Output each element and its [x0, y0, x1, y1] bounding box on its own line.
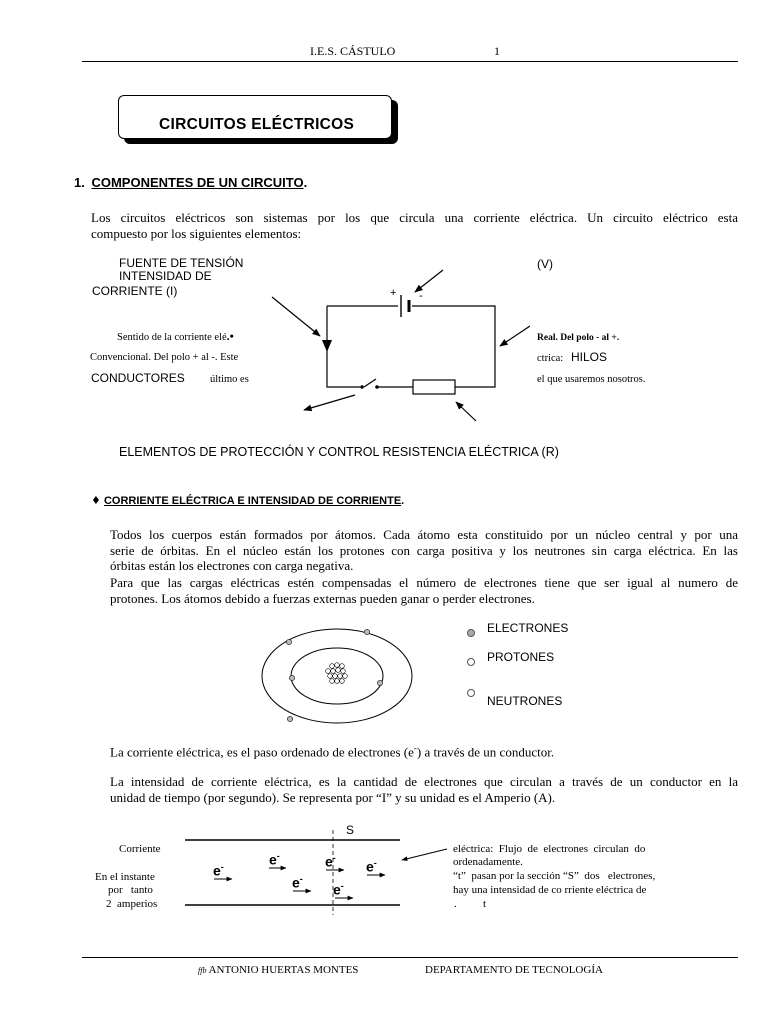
- section1-intro-line2: compuesto por los siguientes elementos:: [91, 226, 302, 241]
- flow-right-line1: eléctrica: Flujo de electrones circulan do: [453, 843, 646, 855]
- left-text-conductores: CONDUCTORES: [91, 371, 185, 385]
- header-page-number: 1: [494, 44, 500, 58]
- footer-department: DEPARTAMENTO DE TECNOLOGÍA: [425, 964, 603, 976]
- electron-2-sup: -: [276, 851, 280, 861]
- label-fuente-tension: FUENTE DE TENSIÓN: [119, 256, 244, 270]
- flow-left-tanto: por tanto: [108, 884, 153, 896]
- electron-3-e: e: [325, 853, 333, 870]
- electron-2: [269, 851, 280, 868]
- electron-legend-icon: [467, 629, 475, 637]
- flow-left-amperios: 2 amperios: [106, 898, 158, 910]
- electron-1-sup: -: [220, 862, 224, 872]
- para1-line1: Todos los cuerpos están formados por átomos. Cada átomo esta constituido por un núcleo central y por una: [110, 527, 738, 542]
- wire-left: [327, 306, 360, 387]
- para4-line2: unidad de tiempo (por segundo). Se representa por “I” y su unidad es el Amperio (A).: [110, 790, 556, 805]
- pointer-arrow: [402, 849, 447, 860]
- battery-plus: +: [390, 287, 397, 299]
- section1-intro-line1: Los circuitos eléctricos son sistemas por los que circula una corriente eléctrica. Un circuito eléctrico esta: [91, 210, 738, 225]
- wire-top-right: [412, 306, 495, 387]
- electron-1: [213, 862, 224, 879]
- arrow-to-conductor: [272, 297, 320, 336]
- left-text-line1: [117, 330, 234, 344]
- flow-left-instante: En el instante: [95, 871, 155, 883]
- para2-line1: Para que las cargas eléctricas estén compensadas el número de electrones tiene que ser igual al numero de: [110, 575, 738, 590]
- switch-contact-right: [375, 385, 379, 389]
- page-title: CIRCUITOS ELÉCTRICOS: [159, 116, 355, 133]
- legend-protones: PROTONES: [487, 650, 555, 664]
- battery-minus: -: [419, 290, 423, 302]
- footer-rule: [82, 957, 738, 958]
- para3-b: ) a través de un conductor.: [416, 744, 555, 760]
- label-v: (V): [537, 257, 553, 271]
- electron-6-sup: -: [340, 881, 344, 891]
- switch-contact-left: [360, 385, 364, 389]
- header-school: I.E.S. CÁSTULO: [310, 44, 396, 58]
- left-text-dot: .•: [226, 329, 234, 343]
- electron-3: [325, 853, 336, 870]
- right-text-line1: Real. Del polo - al +.: [537, 333, 620, 343]
- electron-1-e: e: [213, 862, 221, 879]
- para1-line3: órbitas están los electrones con carga negativa.: [110, 558, 354, 573]
- footer-author-mark: ffb: [198, 966, 207, 975]
- arrow-to-wire-right: [500, 326, 530, 346]
- neutron-legend-icon: [467, 689, 475, 697]
- section1-number: 1.: [74, 175, 85, 190]
- atom-diagram: [258, 618, 418, 738]
- section2-period: .: [401, 495, 405, 507]
- para3: [110, 740, 554, 760]
- electron-4: [366, 858, 377, 875]
- section1-period: .: [303, 175, 308, 190]
- legend-neutrones: NEUTRONES: [487, 694, 563, 708]
- circuit-diagram: [260, 260, 530, 430]
- arrow-to-battery: [415, 270, 443, 292]
- section1-heading: [74, 175, 307, 190]
- flow-left-corriente: Corriente: [119, 843, 161, 855]
- section2-bullet: ♦: [91, 494, 101, 507]
- electron-5: [292, 874, 303, 891]
- para4-line1: La intensidad de corriente eléctrica, es la cantidad de electrones que circulan a través de un conductor en la: [110, 774, 738, 789]
- right-text-hilos: HILOS: [571, 350, 608, 364]
- para1-line2: serie de órbitas. En el núcleo están los protones con carga positiva y los neutrones sin carga eléctrica. En las: [110, 543, 738, 558]
- label-corriente-i: CORRIENTE (I): [92, 284, 178, 298]
- flow-right-line3: “t” pasan por la sección “S” dos electrones,: [453, 870, 656, 882]
- nucleus: [326, 663, 348, 684]
- electron-5-e: e: [292, 874, 300, 891]
- electron-6: [333, 881, 344, 898]
- circuit-bottom-label: ELEMENTOS DE PROTECCIÓN Y CONTROL RESISTENCIA ELÉCTRICA (R): [119, 445, 559, 459]
- para3-sup: -: [413, 743, 417, 753]
- electron-4-e: e: [366, 858, 374, 875]
- proton-legend-icon: [467, 658, 475, 666]
- para2-line2: protones. Los átomos debido a fuerzas externas pueden ganar o perder electrones.: [110, 591, 535, 606]
- section2-title: CORRIENTE ELÉCTRICA E INTENSIDAD DE CORRIENTE: [103, 495, 402, 507]
- footer-author-name: ANTONIO HUERTAS MONTES: [208, 964, 359, 976]
- switch-lever: [364, 379, 376, 387]
- right-text-line3: el que usaremos nosotros.: [537, 374, 646, 385]
- legend-electrones: ELECTRONES: [487, 621, 569, 635]
- footer-author: [198, 964, 358, 976]
- flow-right-line5-t: t: [483, 898, 487, 910]
- section2-heading: [91, 494, 404, 507]
- arrow-from-switch: [304, 395, 355, 410]
- flow-right-line4: hay una intensidad de co rriente eléctrica de: [453, 884, 647, 896]
- electron-6-e: e: [333, 881, 341, 898]
- resistor-symbol: [413, 380, 455, 394]
- electron-3-sup: -: [332, 853, 336, 863]
- flow-right-line2: ordenadamente.: [453, 856, 523, 868]
- header-rule: [82, 61, 738, 62]
- electron-4-sup: -: [373, 858, 377, 868]
- left-text-line1-main: Sentido de la corriente elé: [117, 332, 227, 343]
- section1-title: COMPONENTES DE UN CIRCUITO: [91, 175, 304, 190]
- arrow-to-resistor: [456, 402, 476, 421]
- electron-5-sup: -: [299, 874, 303, 884]
- section-s-label: S: [346, 823, 355, 837]
- current-direction-arrowhead: [322, 340, 332, 352]
- para3-a: La corriente eléctrica, es el paso ordenado de electrones (e: [110, 744, 414, 760]
- electron-2-e: e: [269, 851, 277, 868]
- left-text-ultimo: último es: [210, 374, 249, 385]
- flow-right-line5-dot: .: [454, 898, 457, 910]
- right-text-ctrica: ctrica:: [537, 353, 564, 364]
- label-intensidad: INTENSIDAD DE: [119, 269, 212, 283]
- left-text-line2: Convencional. Del polo + al -. Este: [90, 352, 239, 363]
